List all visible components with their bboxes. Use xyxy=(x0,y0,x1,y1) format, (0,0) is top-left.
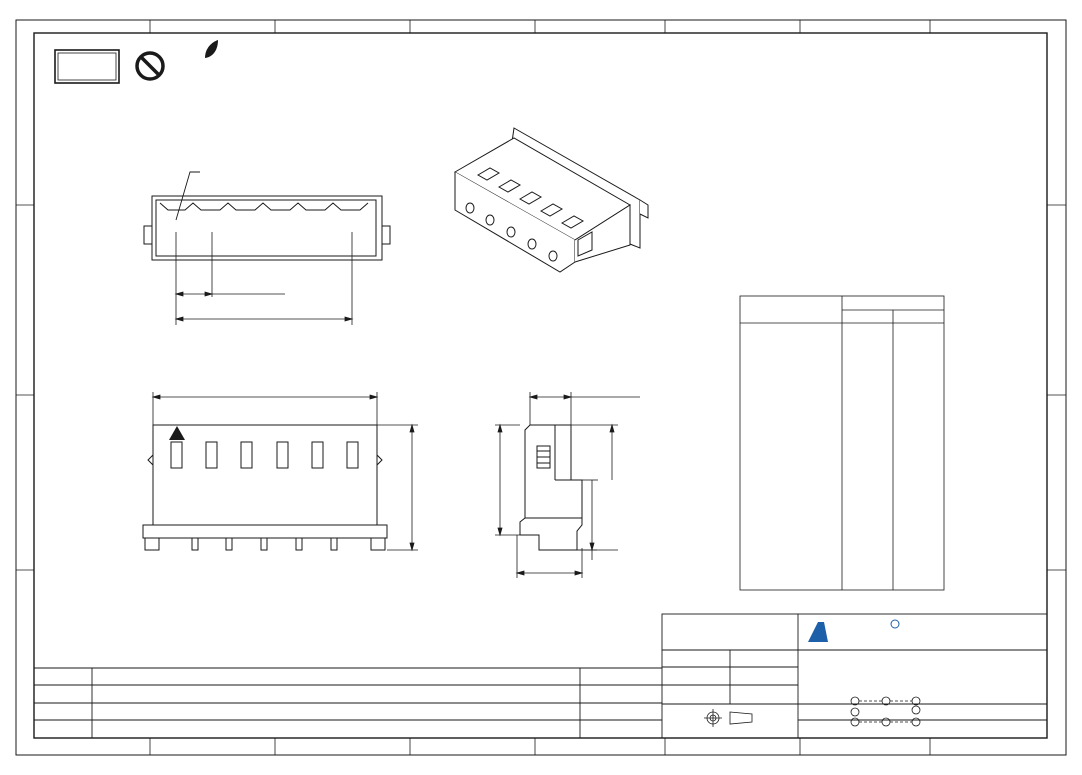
column-markers xyxy=(16,20,1066,755)
isometric-view xyxy=(455,128,648,272)
company-logo xyxy=(808,620,899,642)
globe-icon xyxy=(891,620,899,628)
projection-symbol-icon xyxy=(704,709,752,727)
no-lead-icon xyxy=(137,53,163,79)
hsf-logo xyxy=(55,50,119,83)
front-view-dimensions xyxy=(153,392,418,550)
title-block xyxy=(34,614,1047,738)
drawing-number-markers xyxy=(851,697,920,726)
rohs-leaf-icon xyxy=(205,40,218,58)
ordering-grid xyxy=(740,296,944,590)
circuit-1-triangle-icon xyxy=(169,426,185,440)
ordering-table xyxy=(740,296,944,590)
compliance-logos xyxy=(55,40,218,83)
border-frame xyxy=(16,20,1066,755)
side-view xyxy=(520,425,582,550)
top-view xyxy=(144,172,390,260)
top-view-dimensions xyxy=(176,232,352,325)
front-view xyxy=(143,425,387,550)
